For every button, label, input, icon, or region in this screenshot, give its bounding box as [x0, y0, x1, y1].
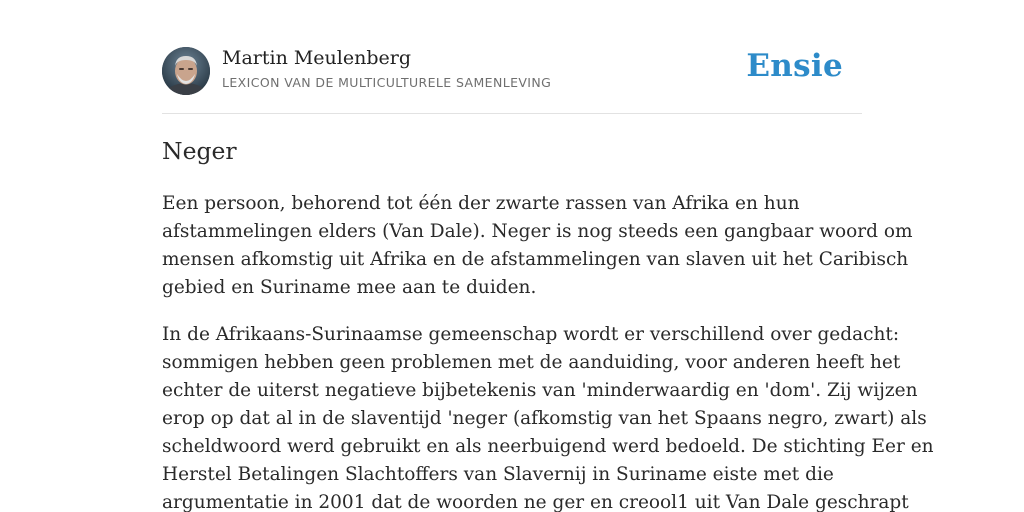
publication-name[interactable]: LEXICON VAN DE MULTICULTURELE SAMENLEVING [222, 75, 552, 90]
paragraph-2 [162, 321, 934, 512]
text-line: erop op dat al in de slaventijd 'neger (afkomstig van het Spaans negro, zwart) als [162, 408, 927, 429]
paragraph-1 [162, 190, 913, 302]
header-divider [162, 113, 862, 114]
article-body [162, 190, 934, 512]
ensie-logo[interactable]: Ensie [746, 48, 843, 84]
text-line: scheldwoord werd gebruikt en als neerbuigend werd bedoeld. De stichting Eer en [162, 436, 934, 457]
author-avatar[interactable] [162, 47, 210, 95]
text-line: argumentatie in 2001 dat de woorden ne ger en creool1 uit Van Dale geschrapt [162, 492, 909, 512]
text-line: Een persoon, behorend tot één der zwarte rassen van Afrika en hun [162, 193, 800, 214]
text-line: afstammelingen elders (Van Dale). Neger is nog steeds een gangbaar woord om [162, 221, 913, 242]
article-header [162, 46, 862, 96]
text-line: gebied en Suriname mee aan te duiden. [162, 277, 537, 298]
avatar-portrait-image [162, 47, 210, 95]
text-line: echter de uiterst negatieve bijbetekenis van 'minderwaardig en 'dom'. Zij wijzen [162, 380, 918, 401]
text-line: Herstel Betalingen Slachtoffers van Slavernij in Suriname eiste met die [162, 464, 834, 485]
text-line: sommigen hebben geen problemen met de aanduiding, voor anderen heeft het [162, 352, 901, 373]
page-title: Neger [162, 137, 237, 165]
author-name[interactable]: Martin Meulenberg [222, 47, 411, 69]
text-line: mensen afkomstig uit Afrika en de afstammelingen van slaven uit het Caribisch [162, 249, 909, 270]
text-line: In de Afrikaans-Surinaamse gemeenschap wordt er verschillend over gedacht: [162, 324, 900, 345]
